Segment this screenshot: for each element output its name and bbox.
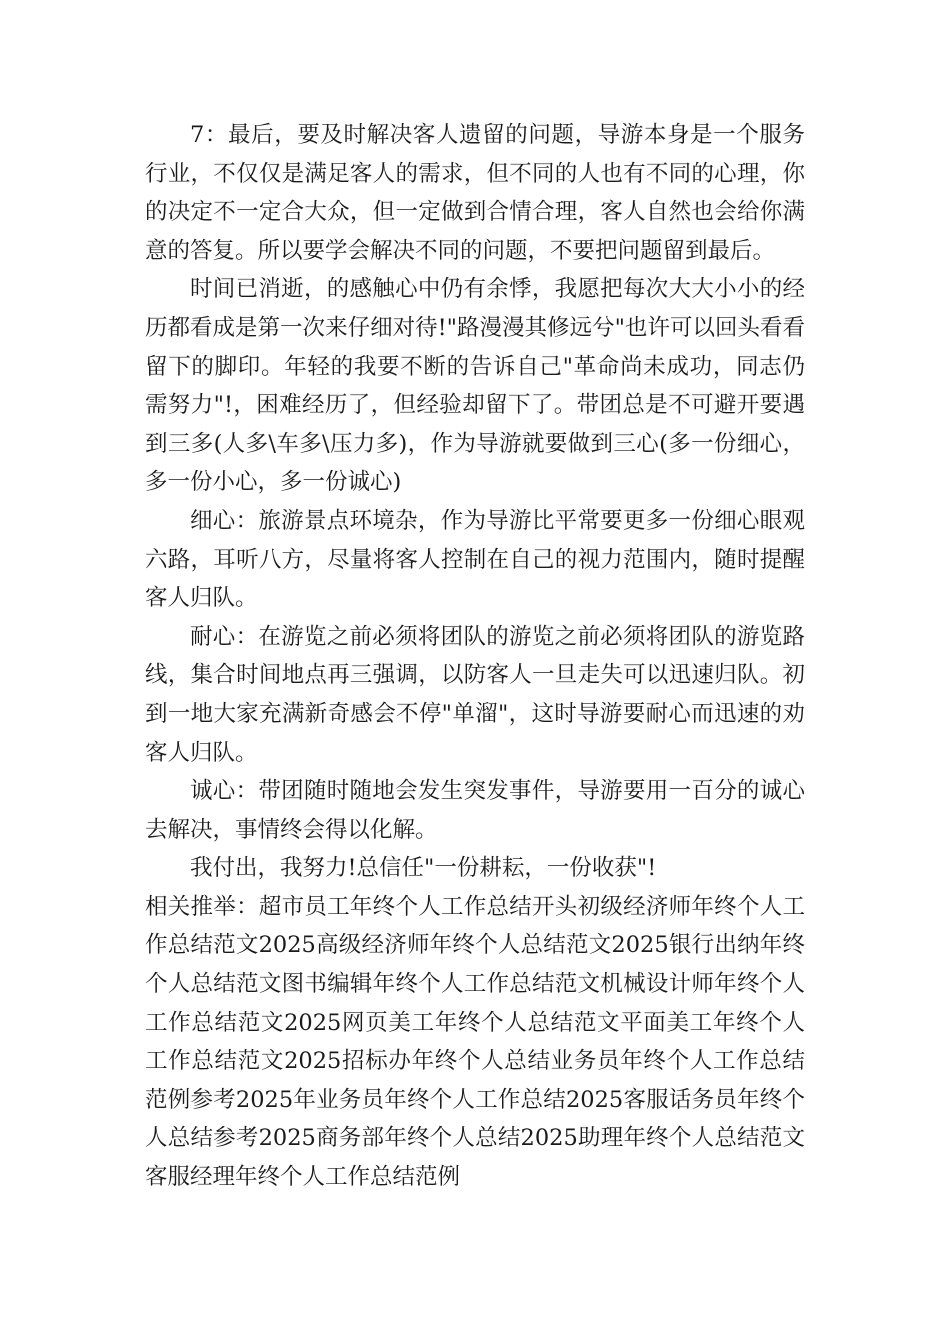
paragraph-final-tip: 7：最后，要及时解决客人遗留的问题，导游本身是一个服务行业，不仅仅是满足客人的需求，但不同的人也有不同的心理，你的决定不一定合大众，但一定做到合情合理，客人自然也会给你满意的答复。所以要学会解决不同的问题，不要把问题留到最后。	[145, 122, 805, 264]
document-page	[145, 116, 805, 1197]
paragraph-reflection: 时间已消逝，的感触心中仍有余悸，我愿把每次大大小小的经历都看成是第一次来仔细对待!"路漫漫其修远兮"也许可以回头看看留下的脚印。年轻的我要不断的告诉自己"革命尚未成功，同志仍需努力"!，困难经历了，但经验却留下了。带团总是不可避开要遇到三多(人多\车多\压力多)，作为导游就要做到三心(多一份细心，多一份小心，多一份诚心)	[145, 276, 805, 496]
paragraph-patience: 耐心：在游览之前必须将团队的游览之前必须将团队的游览路线，集合时间地点再三强调，以防客人一旦走失可以迅速归队。初到一地大家充满新奇感会不停"单溜"，这时导游要耐心而迅速的劝客人归队。	[145, 623, 805, 766]
paragraph-closing: 我付出，我努力!总信任"一份耕耘，一份收获"!	[190, 855, 657, 882]
related-recommendations: 相关推举：超市员工年终个人工作总结开头初级经济师年终个人工作总结范文2025高级经济师年终个人总结范文2025银行出纳年终个人总结范文图书编辑年终个人工作总结范文机械设计师年终个人工作总结范文2025网页美工年终个人总结范文平面美工年终个人工作总结范文2025招标办年终个人总结业务员年终个人工作总结范例参考2025年业务员年终个人工作总结2025客服话务员年终个人总结参考2025商务部年终个人总结2025助理年终个人总结范文客服经理年终个人工作总结范例	[145, 893, 805, 1191]
paragraph-sincerity: 诚心：带团随时随地会发生突发事件，导游要用一百分的诚心去解决，事情终会得以化解。	[145, 778, 805, 843]
paragraph-careful: 细心：旅游景点环境杂，作为导游比平常要更多一份细心眼观六路，耳听八方，尽量将客人控制在自己的视力范围内，随时提醒客人归队。	[145, 507, 805, 612]
